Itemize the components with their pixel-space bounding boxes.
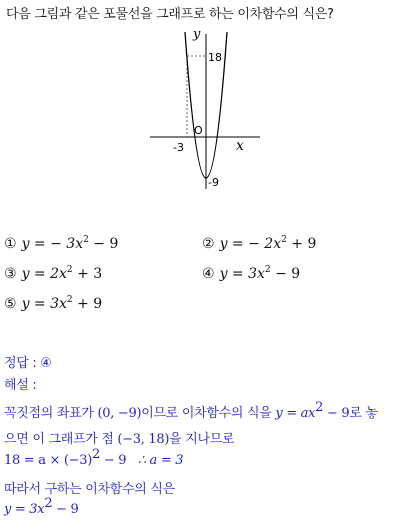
- y-axis-label: y: [193, 27, 201, 42]
- choice-1[interactable]: ① y = − $3x^2 - 9$: [4, 235, 119, 252]
- parabola-graph: [148, 24, 263, 194]
- choice-2[interactable]: ② y = − $2x^2 + 9$: [202, 235, 317, 252]
- explanation-line-5: $y = 3x^2 - 9$: [4, 496, 79, 517]
- answer-label: 정답 :: [4, 356, 37, 371]
- choice-number: ③: [4, 266, 17, 282]
- explanation-line-4: 따라서 구하는 이차함수의 식은: [4, 482, 175, 497]
- choice-4[interactable]: ④ $y = 3x^2 - 9$: [202, 265, 301, 282]
- y-tick-18: 18: [208, 51, 222, 64]
- x-tick-neg3: -3: [173, 141, 184, 154]
- x-axis-label: x: [236, 138, 244, 154]
- choice-5[interactable]: ⑤ $y = 3x^2 + 9$: [4, 295, 103, 312]
- explanation-line-2: 으면 이 그래프가 점 (−3, 18)을 지나므로: [4, 432, 235, 447]
- origin-label: O: [194, 124, 203, 137]
- choice-number: ①: [4, 236, 17, 252]
- choice-number: ④: [202, 266, 215, 282]
- answer-line: [4, 352, 52, 371]
- question-text: 다음 그림과 같은 포물선을 그래프로 하는 이차함수의 식은?: [6, 7, 334, 22]
- explanation-line-1: 꼭짓점의 좌표가 (0, −9)이므로 이차함수의 식을 $y = ax^2 - 9$로 놓: [4, 400, 378, 421]
- choice-3[interactable]: ③ $y = 2x^2 + 3$: [4, 265, 103, 282]
- explanation-line-3: $18 = a \times (-3)^2 - 9$ ∴ a = 3: [4, 447, 184, 468]
- y-tick-neg9: -9: [208, 176, 219, 189]
- explanation-label: 해설 :: [4, 378, 37, 393]
- answer-value: ④: [40, 356, 52, 371]
- choice-number: ②: [202, 236, 215, 252]
- choice-number: ⑤: [4, 296, 17, 312]
